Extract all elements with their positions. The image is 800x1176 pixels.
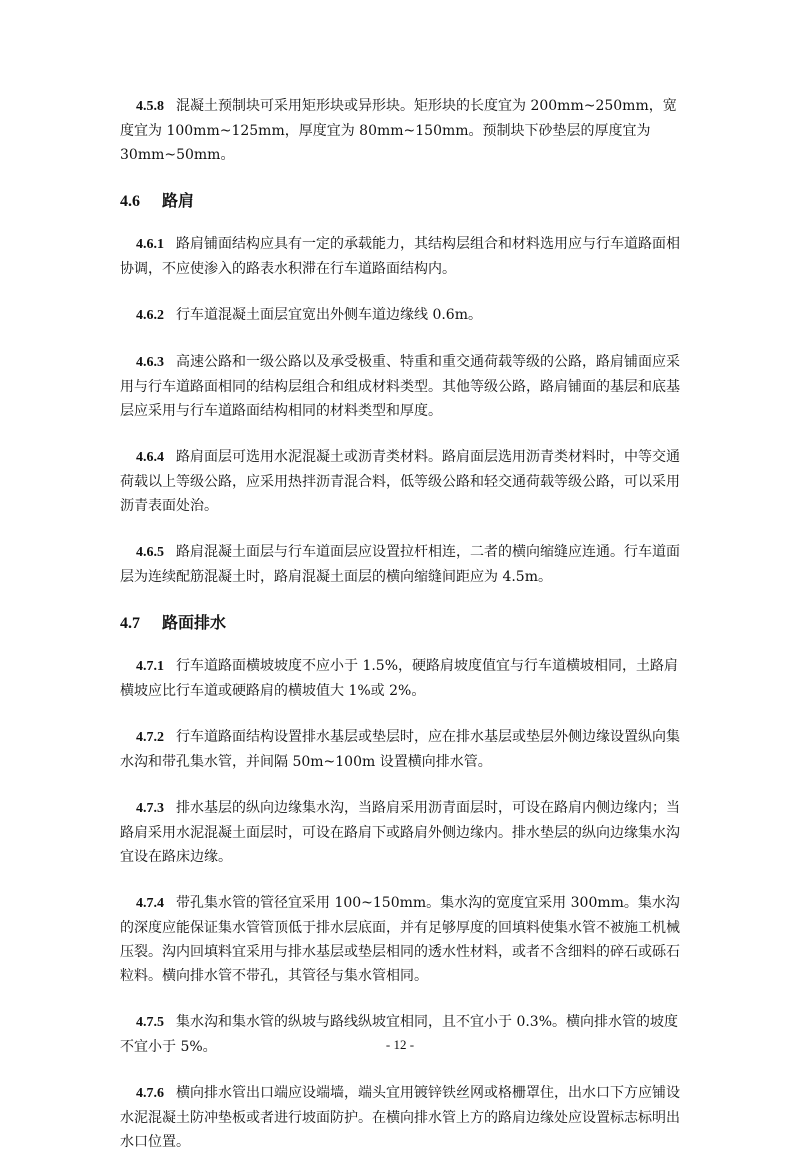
clause-number: 4.7.6 bbox=[136, 1086, 164, 1101]
clause-number: 4.7.1 bbox=[136, 659, 164, 674]
section-heading-4-7 bbox=[120, 611, 686, 636]
clause-4-7-1 bbox=[120, 654, 686, 703]
clause-4-7-3 bbox=[120, 796, 686, 869]
section-number: 4.7 bbox=[120, 615, 140, 632]
clause-4-6-1 bbox=[120, 232, 686, 281]
clause-number: 4.6.1 bbox=[136, 237, 164, 252]
clause-text: 带孔集水管的管径宜采用 100~150mm。集水沟的宽度宜采用 300mm。集水沟的深度应能保证集水管管顶低于排水层底面，并有足够厚度的回填料使集水管不被施工机械压裂。沟内回填料宜采用与排水基层或垫层相同的透水性材料，或者不含细料的碎石或砾石粒料。横向排水管不带孔，其管径与集水管相同。 bbox=[120, 895, 680, 984]
clause-4-6-4 bbox=[120, 445, 686, 518]
clause-number: 4.7.5 bbox=[136, 1015, 164, 1030]
clause-text: 集水沟和集水管的纵坡与路线纵坡宜相同，且不宜小于 0.3%。横向排水管的坡度不宜小于 5%。 bbox=[120, 1014, 679, 1055]
clause-number: 4.7.2 bbox=[136, 730, 164, 745]
section-number: 4.6 bbox=[120, 193, 140, 210]
clause-text: 横向排水管出口端应设端墙，端头宜用镀锌铁丝网或格栅罩住，出水口下方应铺设水泥混凝土防冲垫板或者进行坡面防护。在横向排水管上方的路肩边缘处应设置标志标明出水口位置。 bbox=[120, 1085, 680, 1150]
clause-4-6-3 bbox=[120, 350, 686, 423]
clause-number: 4.6.5 bbox=[136, 545, 164, 560]
clause-text: 行车道混凝土面层宜宽出外侧车道边缘线 0.6m。 bbox=[176, 307, 482, 323]
clause-text: 行车道路面横坡坡度不应小于 1.5%，硬路肩坡度值宜与行车道横坡相同，土路肩横坡应比行车道或硬路肩的横坡值大 1%或 2%。 bbox=[120, 658, 679, 699]
clause-4-7-4 bbox=[120, 891, 686, 988]
clause-4-6-2 bbox=[120, 303, 686, 328]
clause-number: 4.6.3 bbox=[136, 355, 164, 370]
clause-4-7-2 bbox=[120, 725, 686, 774]
clause-text: 行车道路面结构设置排水基层或垫层时，应在排水基层或垫层外侧边缘设置纵向集水沟和带孔集水管，并间隔 50m~100m 设置横向排水管。 bbox=[120, 729, 680, 770]
page-number: - 12 - bbox=[385, 1037, 415, 1052]
clause-number: 4.7.4 bbox=[136, 896, 164, 911]
section-heading-4-6 bbox=[120, 189, 686, 214]
clause-number: 4.7.3 bbox=[136, 801, 164, 816]
clause-text: 路肩混凝土面层与行车道面层应设置拉杆相连，二者的横向缩缝应连通。行车道面层为连续配筋混凝土时，路肩混凝土面层的横向缩缝间距应为 4.5m。 bbox=[120, 544, 680, 585]
clause-text: 路肩面层可选用水泥混凝土或沥青类材料。路肩面层选用沥青类材料时，中等交通荷载以上等级公路，应采用热拌沥青混合料，低等级公路和轻交通荷载等级公路，可以采用沥青表面处治。 bbox=[120, 449, 680, 514]
clause-number: 4.5.8 bbox=[136, 99, 164, 114]
clause-number: 4.6.2 bbox=[136, 308, 164, 323]
clause-4-6-5 bbox=[120, 540, 686, 589]
clause-text: 混凝土预制块可采用矩形块或异形块。矩形块的长度宜为 200mm~250mm，宽度宜为 100mm~125mm，厚度宜为 80mm~150mm。预制块下砂垫层的厚度宜为 30mm~50mm。 bbox=[120, 98, 677, 163]
clause-4-5-8 bbox=[120, 94, 686, 167]
clause-number: 4.6.4 bbox=[136, 450, 164, 465]
section-title: 路肩 bbox=[162, 191, 195, 210]
clause-text: 排水基层的纵向边缘集水沟，当路肩采用沥青面层时，可设在路肩内侧边缘内；当路肩采用水泥混凝土面层时，可设在路肩下或路肩外侧边缘内。排水垫层的纵向边缘集水沟宜设在路床边缘。 bbox=[120, 800, 680, 865]
clause-text: 路肩铺面结构应具有一定的承载能力，其结构层组合和材料选用应与行车道路面相协调，不应使渗入的路表水积滞在行车道路面结构内。 bbox=[120, 236, 680, 277]
section-title: 路面排水 bbox=[162, 613, 227, 632]
clause-text: 高速公路和一级公路以及承受极重、特重和重交通荷载等级的公路，路肩铺面应采用与行车道路面相同的结构层组合和组成材料类型。其他等级公路，路肩铺面的基层和底基层应采用与行车道路面结构相同的材料类型和厚度。 bbox=[120, 354, 680, 419]
document-body bbox=[120, 94, 686, 1176]
clause-4-7-6 bbox=[120, 1081, 686, 1154]
